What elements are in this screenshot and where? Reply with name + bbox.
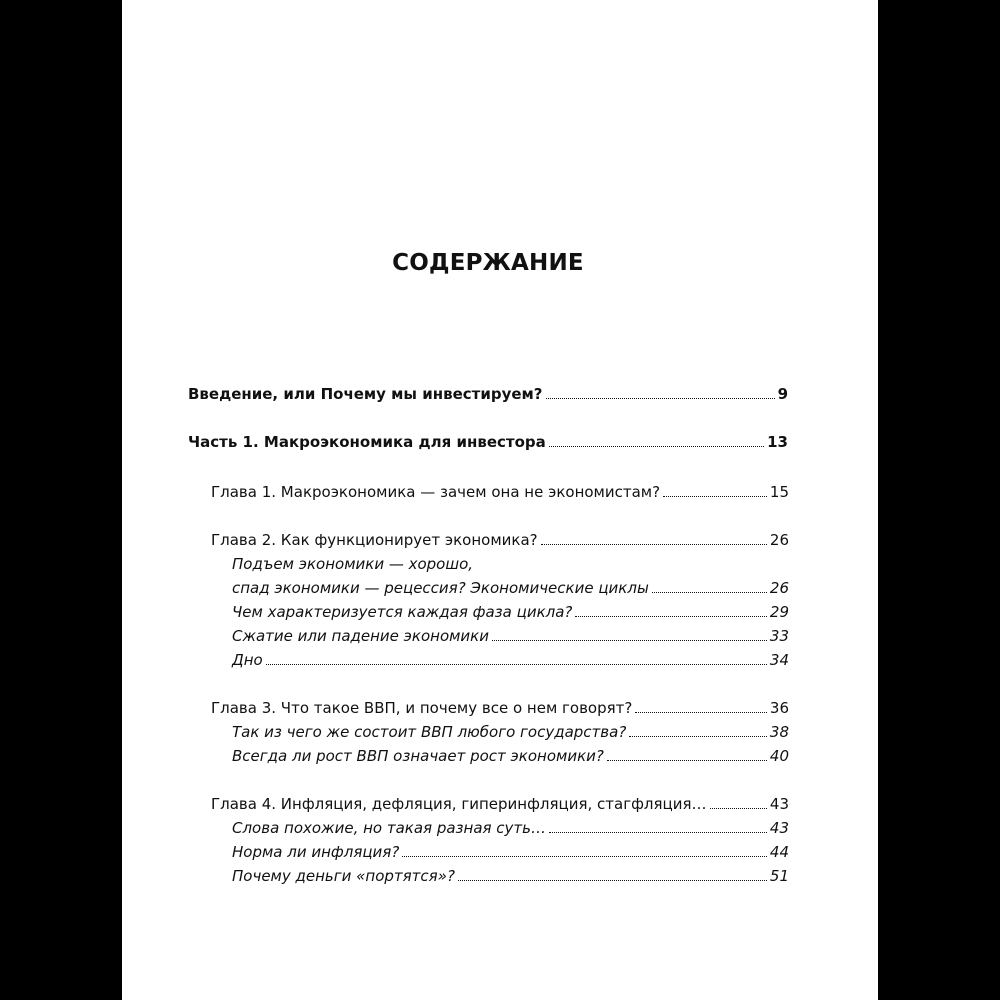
- page-title: СОДЕРЖАНИЕ: [392, 250, 584, 276]
- toc-entry-section[interactable]: [232, 722, 789, 742]
- toc-entry-page: 26: [769, 531, 789, 549]
- dot-leader: [266, 664, 767, 665]
- toc-entry-page: 26: [769, 579, 789, 597]
- dot-leader: [629, 736, 767, 737]
- toc-entry-chapter-3[interactable]: [211, 698, 789, 718]
- dot-leader: [458, 880, 767, 881]
- dot-leader: [710, 808, 767, 809]
- toc-entry-page: 36: [769, 699, 789, 717]
- toc-entry-page: 29: [769, 603, 789, 621]
- toc-entry-label: Всегда ли рост ВВП означает рост экономики?: [232, 747, 604, 765]
- dot-leader: [402, 856, 767, 857]
- toc-entry-label: Глава 3. Что такое ВВП, и почему все о нем говорят?: [211, 699, 633, 717]
- dot-leader: [492, 640, 767, 641]
- toc-entry-label: Сжатие или падение экономики: [232, 627, 489, 645]
- dot-leader: [607, 760, 767, 761]
- dot-leader: [549, 446, 764, 447]
- toc-entry-label: Глава 2. Как функционирует экономика?: [211, 531, 538, 549]
- toc-entry-label: спад экономики — рецессия? Экономические циклы: [232, 579, 649, 597]
- dot-leader: [663, 496, 767, 497]
- toc-entry-chapter-1[interactable]: [211, 482, 789, 502]
- toc-entry-page: 40: [769, 747, 789, 765]
- dot-leader: [652, 592, 767, 593]
- toc-entry-section[interactable]: [232, 818, 789, 838]
- book-page: [122, 0, 878, 1000]
- toc-entry-page: 44: [769, 843, 789, 861]
- toc-entry-section[interactable]: [232, 626, 789, 646]
- toc-entry-label: Норма ли инфляция?: [232, 843, 400, 861]
- toc-entry-label: Дно: [232, 651, 263, 669]
- toc-entry-label: Так из чего же состоит ВВП любого государства?: [232, 723, 627, 741]
- toc-entry-label: Часть 1. Макроэкономика для инвестора: [188, 433, 546, 451]
- toc-entry-page: 43: [769, 819, 789, 837]
- toc-entry-label: Введение, или Почему мы инвестируем?: [188, 385, 543, 403]
- dot-leader: [549, 832, 767, 833]
- toc-entry-page: 34: [769, 651, 789, 669]
- dot-leader: [541, 544, 767, 545]
- toc-entry-section[interactable]: [232, 650, 789, 670]
- dot-leader: [635, 712, 767, 713]
- dot-leader: [546, 398, 775, 399]
- toc-entry-chapter-4[interactable]: [211, 794, 789, 814]
- toc-entry-page: 15: [769, 483, 789, 501]
- toc-entry-page: 9: [777, 385, 788, 403]
- toc-entry-section[interactable]: [232, 842, 789, 862]
- toc-entry-label: Подъем экономики — хорошо,: [232, 555, 474, 573]
- toc-entry-label: Слова похожие, но такая разная суть…: [232, 819, 547, 837]
- toc-entry-section[interactable]: [232, 602, 789, 622]
- toc-entry-page: 13: [767, 433, 788, 451]
- toc-entry-label: Глава 4. Инфляция, дефляция, гиперинфляция, стагфляция…: [211, 795, 707, 813]
- toc-entry-page: 33: [769, 627, 789, 645]
- toc-entry-label: Почему деньги «портятся»?: [232, 867, 455, 885]
- toc-entry-section[interactable]: [232, 746, 789, 766]
- toc-entry-chapter-2[interactable]: [211, 530, 789, 550]
- toc-entry-page: 51: [769, 867, 789, 885]
- toc-entry-section[interactable]: [232, 578, 789, 598]
- toc-entry-section[interactable]: [232, 866, 789, 886]
- toc-entry-part-1[interactable]: [188, 432, 788, 452]
- toc-entry-label: Чем характеризуется каждая фаза цикла?: [232, 603, 573, 621]
- toc-entry-page: 43: [769, 795, 789, 813]
- toc-entry-label: Глава 1. Макроэкономика — зачем она не экономистам?: [211, 483, 661, 501]
- toc-entry-page: 38: [769, 723, 789, 741]
- dot-leader: [575, 616, 767, 617]
- toc-entry-introduction[interactable]: [188, 384, 788, 404]
